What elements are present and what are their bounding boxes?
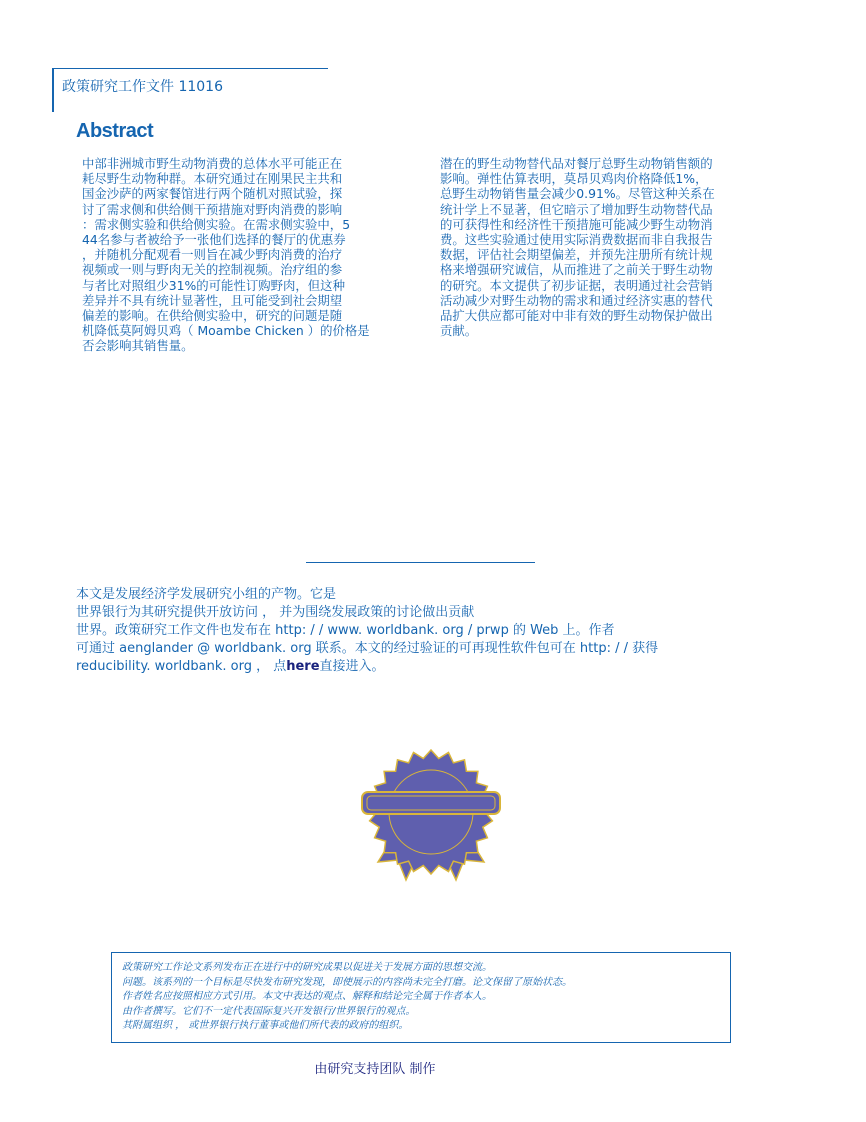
abstract-right-column — [440, 156, 772, 338]
header-rule-horizontal — [52, 68, 328, 69]
info-line — [76, 658, 776, 676]
reproducibility-seal-icon — [358, 740, 504, 886]
notice-line: 问题。该系列的一个目标是尽快发布研究发现，即使展示的内容尚未完全打磨。论文保留了原始状态。 — [122, 976, 572, 988]
abstract-heading: Abstract — [76, 120, 154, 142]
series-label: 政策研究工作文件 11016 — [62, 79, 223, 95]
abstract-right-text: 潜在的野生动物替代品对餐厅总野生动物销售额的 影响。弹性估算表明，莫昂贝鸡肉价格降低1%， 总野生动物销售量会减少0.91%。尽管这种关系在 统计学上不显著，但它暗示了增加野生动物替代品 的可获得性和经济性干预措施可能减少野生动物消 费。这些实验通过使用实际消费数据而非自我报告 数据，评估社会期望偏差，并预先注册所有统计规 格来增强研究诚信，从而推进了之前关于野生动物 的研究。本文提供了初步证据，表明通过社会营销 活动减少对野生动物的需求和通过经济实惠的替代 品扩大供应都可能对中非有效的野生动物保护做出 贡献。 — [440, 156, 715, 339]
info-line: 世界。政策研究工作文件也发布在 http: / / www. worldbank. org / prwp 的 Web 上。作者 — [76, 623, 615, 638]
info-line: 本文是发展经济学发展研究小组的产物。它是 — [76, 587, 337, 602]
reproducibility-here-link[interactable]: here — [286, 659, 320, 674]
notice-line: 由作者撰写。它们不一定代表国际复兴开发银行/世界银行的观点。 — [122, 1005, 416, 1017]
abstract-left-text: 中部非洲城市野生动物消费的总体水平可能正在 耗尽野生动物种群。本研究通过在刚果民主共和 国金沙萨的两家餐馆进行两个随机对照试验，探 讨了需求侧和供给侧干预措施对野肉消费的影响 ：需求侧实验和供给侧实验。在需求侧实验中，5 44名参与者被给予一张他们选择的餐厅的优惠券 ，并随机分配观看一则旨在减少野肉消费的治疗 视频或一则与野肉无关的控制视频。治疗组的参 与者比对照组少31%的可能性订购野肉，但这种 差异并不具有统计显著性，且可能受到社会期望 偏差的影响。在供给侧实验中，研究的问题是随 机降低莫阿姆贝鸡（ Moambe Chicken ）的价格是 否会影响其销售量。 — [82, 156, 370, 354]
info-line: 可通过 aenglander @ worldbank. org 联系。本文的经过验证的可再现性软件包可在 http: / / 获得 — [76, 641, 659, 656]
info-text: reducibility. worldbank. org ， 点 — [76, 659, 287, 674]
notice-line: 政策研究工作论文系列发布正在进行中的研究成果以促进关于发展方面的思想交流。 — [122, 962, 492, 973]
header-rule-vertical — [52, 68, 54, 112]
section-divider — [306, 562, 535, 563]
series-notice-box — [111, 952, 731, 1043]
seal-banner — [362, 792, 500, 814]
paper-info — [76, 586, 776, 676]
info-text: 直接进入。 — [319, 659, 385, 674]
notice-line: 其附属组织 ， 或世界银行执行董事或他们所代表的政府的组织。 — [122, 1020, 409, 1032]
abstract-left-column — [82, 156, 414, 354]
production-credit: 由研究支持团队 制作 — [314, 1062, 436, 1077]
info-line: 世界银行为其研究提供开放访问 ， 并为围绕发展政策的讨论做出贡献 — [76, 605, 475, 620]
notice-line: 作者姓名应按照相应方式引用。本文中表达的观点、解释和结论完全属于作者本人。 — [122, 991, 492, 1003]
